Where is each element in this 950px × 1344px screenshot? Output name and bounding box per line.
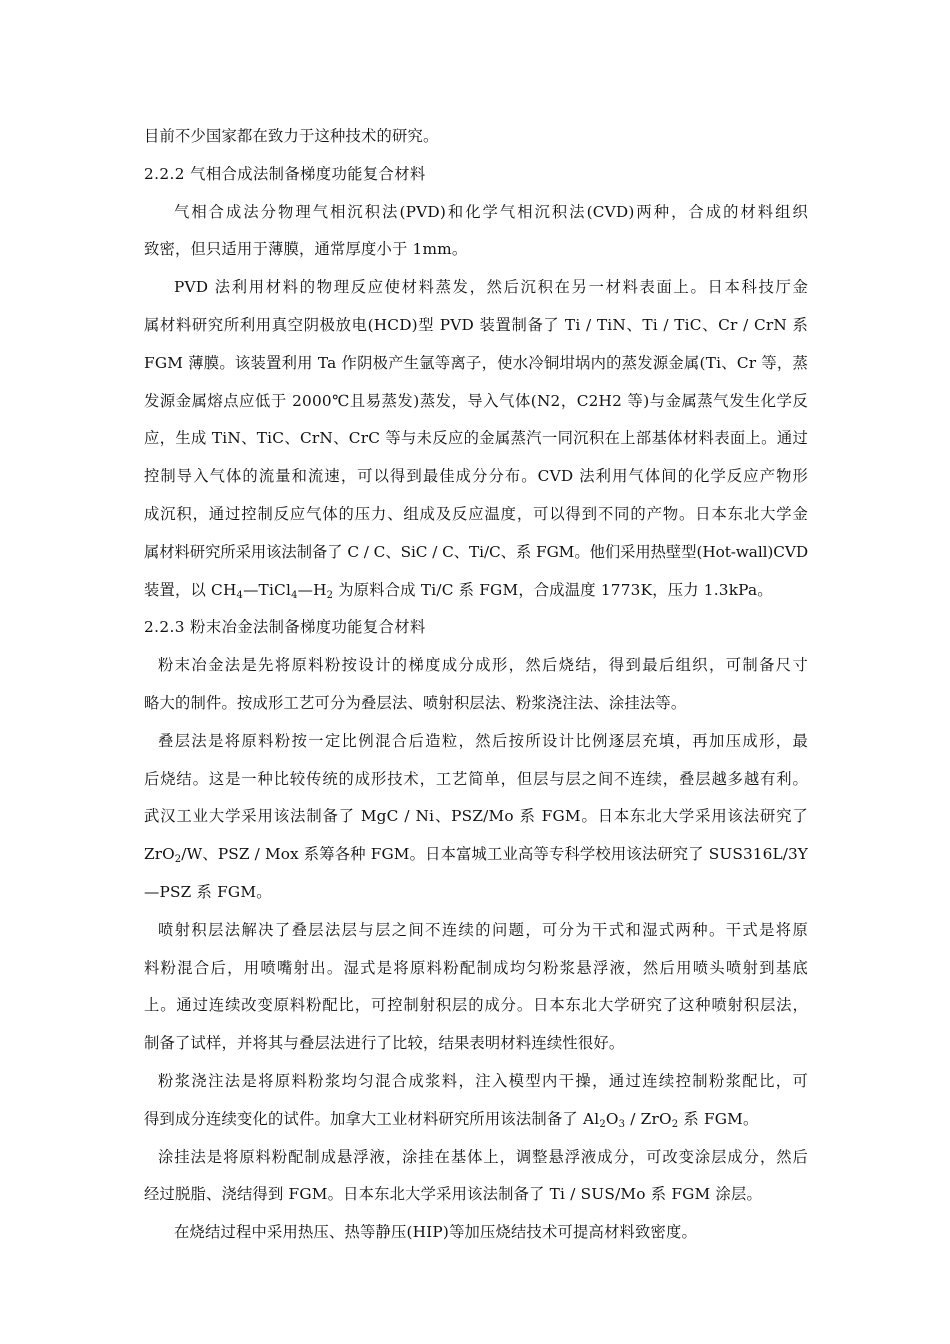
document-body bbox=[144, 118, 808, 1252]
paragraph-line: 目前不少国家都在致力于这种技术的研究。 bbox=[144, 127, 439, 145]
paragraph-line: 涂挂法是将原料粉配制成悬浮液，涂挂在基体上，调整悬浮液成分，可改变涂层成分，然后 bbox=[158, 1147, 808, 1166]
paragraph-line: 在烧结过程中采用热压、热等静压(HIP)等加压烧结技术可提高材料致密度。 bbox=[174, 1223, 698, 1242]
paragraph-line: 略大的制件。按成形工艺可分为叠层法、喷射积层法、粉浆浇注法、涂挂法等。 bbox=[144, 693, 687, 712]
text-run: 为原料合成 Ti/C 系 FGM，合成温度 1773K，压力 1.3kPa。 bbox=[333, 580, 773, 599]
text-run: 得到成分连续变化的试件。加拿大工业材料研究所用该法制备了 Al bbox=[144, 1109, 600, 1128]
paragraph-line: 发源金属熔点应低于 2000℃且易蒸发)蒸发，导入气体(N2，C2H2 等)与金属蒸气发生化学反 bbox=[144, 391, 808, 410]
text-run: —H bbox=[297, 580, 327, 599]
paragraph-line-formula bbox=[144, 1101, 808, 1139]
paragraph-line: 属材料研究所利用真空阴极放电(HCD)型 PVD 装置制备了 Ti / TiN、Ti / TiC、Cr / CrN 系 bbox=[144, 315, 808, 334]
text-run: / ZrO bbox=[625, 1109, 672, 1128]
paragraph-line: 粉末冶金法是先将原料粉按设计的梯度成分成形，然后烧结，得到最后组织，可制备尺寸 bbox=[158, 656, 808, 675]
paragraph-line: 气相合成法分物理气相沉积法(PVD)和化学气相沉积法(CVD)两种，合成的材料组织 bbox=[174, 202, 808, 221]
text-run: ZrO bbox=[144, 845, 175, 864]
paragraph-line: 制备了试样，并将其与叠层法进行了比较，结果表明材料连续性很好。 bbox=[144, 1034, 625, 1053]
paragraph-line: 属材料研究所采用该法制备了 C / C、SiC / C、Ti/C、系 FGM。他们采用热壁型(Hot-wall)CVD bbox=[144, 542, 808, 561]
paragraph-line: 上。通过连续改变原料粉配比，可控制射积层的成分。日本东北大学研究了这种喷射积层法， bbox=[144, 996, 808, 1015]
paragraph-line: 经过脱脂、浇结得到 FGM。日本东北大学采用该法制备了 Ti / SUS/Mo 系 FGM 涂层。 bbox=[144, 1185, 762, 1204]
subscript: 2 bbox=[174, 854, 182, 866]
subscript: 2 bbox=[599, 1118, 606, 1130]
paragraph-line: —PSZ 系 FGM。 bbox=[144, 882, 272, 901]
paragraph-line: 成沉积，通过控制反应气体的压力、组成及反应温度，可以得到不同的产物。日本东北大学金 bbox=[144, 504, 808, 523]
text-run: 装置，以 CH bbox=[144, 580, 237, 599]
paragraph-line: 喷射积层法解决了叠层法层与层之间不连续的问题，可分为干式和湿式两种。干式是将原 bbox=[158, 920, 808, 939]
paragraph-line-formula bbox=[144, 572, 808, 610]
paragraph-line: 料粉混合后，用喷嘴射出。湿式是将原料粉配制成均匀粉浆悬浮液，然后用喷头喷射到基底 bbox=[144, 958, 808, 977]
paragraph-line: 武汉工业大学采用该法制备了 MgC / Ni、PSZ/Mo 系 FGM。日本东北大学采用该法研究了 bbox=[144, 807, 808, 826]
subscript: 4 bbox=[236, 589, 244, 601]
subscript: 2 bbox=[326, 589, 334, 601]
paragraph-line: FGM 薄膜。该装置利用 Ta 作阴极产生氩等离子，使水冷铜坩埚内的蒸发源金属(Ti、Cr 等，蒸 bbox=[144, 353, 808, 372]
paragraph-line: 叠层法是将原料粉按一定比例混合后造粒，然后按所设计比例逐层充填，再加压成形，最 bbox=[158, 731, 808, 750]
subscript: 3 bbox=[618, 1118, 626, 1130]
paragraph-line: PVD 法利用材料的物理反应使材料蒸发，然后沉积在另一材料表面上。日本科技厅金 bbox=[174, 278, 808, 297]
section-heading-2-2-2: 2.2.2 气相合成法制备梯度功能复合材料 bbox=[144, 164, 426, 183]
text-run: O bbox=[605, 1109, 619, 1128]
paragraph-line: 控制导入气体的流量和流速，可以得到最佳成分分布。CVD 法利用气体间的化学反应产物形 bbox=[144, 467, 808, 486]
paragraph-line-formula bbox=[144, 836, 808, 874]
text-run: /W、PSZ / Mox 系筹各种 FGM。日本富城工业高等专科学校用该法研究了 SUS316L/3Y bbox=[181, 845, 808, 864]
subscript: 2 bbox=[671, 1118, 679, 1130]
section-heading-2-2-3: 2.2.3 粉末冶金法制备梯度功能复合材料 bbox=[144, 618, 426, 637]
paragraph-line: 后烧结。这是一种比较传统的成形技术，工艺简单，但层与层之间不连续，叠层越多越有利。 bbox=[144, 769, 808, 788]
paragraph-line: 应，生成 TiN、TiC、CrN、CrC 等与未反应的金属蒸汽一同沉积在上部基体材料表面上。通过 bbox=[144, 429, 808, 448]
paragraph-line: 致密，但只适用于薄膜，通常厚度小于 1mm。 bbox=[144, 240, 468, 259]
text-run: —TiCl bbox=[243, 580, 292, 599]
text-run: 系 FGM。 bbox=[678, 1109, 759, 1128]
subscript: 4 bbox=[291, 589, 298, 601]
paragraph-line: 粉浆浇注法是将原料粉浆均匀混合成浆料，注入模型内干操，通过连续控制粉浆配比，可 bbox=[158, 1071, 808, 1090]
